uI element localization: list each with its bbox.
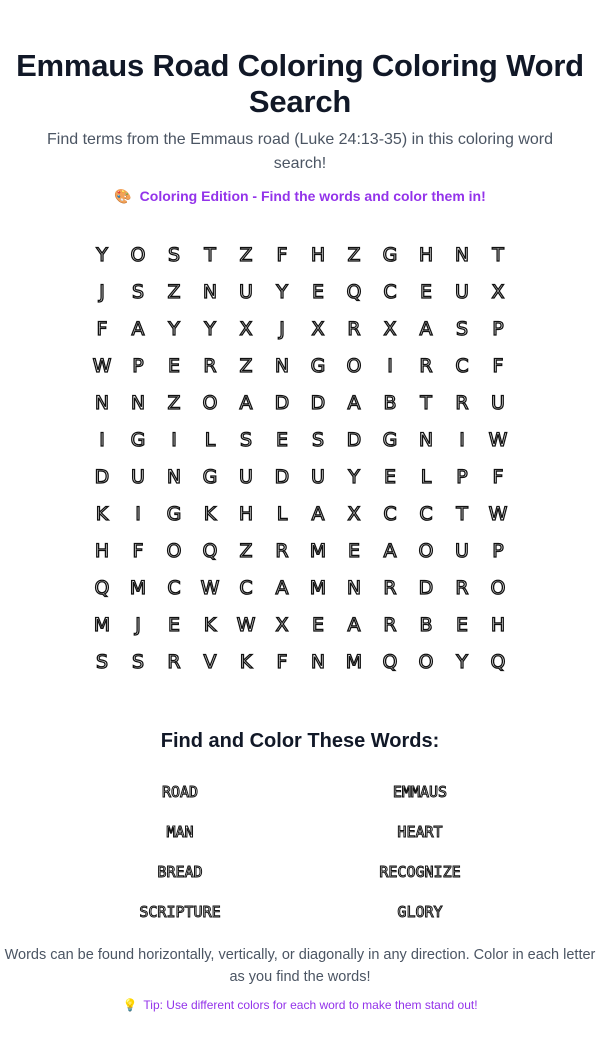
- grid-cell[interactable]: R: [347, 317, 361, 340]
- grid-cell[interactable]: F: [132, 539, 144, 562]
- word-list-item: RECOGNIZE: [379, 863, 461, 881]
- grid-cell[interactable]: S: [167, 243, 181, 266]
- word-list: [60, 772, 540, 932]
- grid-cell[interactable]: D: [418, 576, 434, 599]
- grid-cell[interactable]: R: [455, 576, 469, 599]
- grid-cell[interactable]: O: [202, 391, 218, 414]
- grid-cell[interactable]: M: [345, 650, 363, 673]
- grid-cell[interactable]: N: [202, 280, 218, 303]
- grid-cell[interactable]: N: [166, 465, 182, 488]
- grid-cell[interactable]: D: [274, 391, 290, 414]
- grid-cell[interactable]: K: [203, 502, 217, 525]
- grid-cell[interactable]: L: [420, 465, 432, 488]
- grid-cell[interactable]: E: [311, 280, 324, 303]
- grid-cell[interactable]: P: [492, 539, 504, 562]
- grid-cell[interactable]: G: [310, 354, 326, 377]
- grid-cell[interactable]: K: [239, 650, 253, 673]
- grid-cell[interactable]: E: [167, 613, 180, 636]
- grid-cell[interactable]: Z: [239, 354, 253, 377]
- grid-cell[interactable]: X: [491, 280, 505, 303]
- grid-cell[interactable]: X: [275, 613, 289, 636]
- grid-cell[interactable]: T: [492, 243, 504, 266]
- grid-cell[interactable]: X: [347, 502, 361, 525]
- grid-cell[interactable]: U: [131, 465, 145, 488]
- grid-cell[interactable]: N: [346, 576, 362, 599]
- grid-cell[interactable]: P: [492, 317, 504, 340]
- grid-cell[interactable]: S: [131, 650, 145, 673]
- grid-cell[interactable]: H: [310, 243, 326, 266]
- grid-cell[interactable]: U: [491, 391, 505, 414]
- page-subtitle: Find terms from the Emmaus road (Luke 24:13-35) in this coloring word search!: [47, 131, 553, 172]
- grid-cell[interactable]: Q: [490, 650, 506, 673]
- grid-cell[interactable]: A: [383, 539, 397, 562]
- grid-cell[interactable]: M: [309, 539, 327, 562]
- grid-cell[interactable]: U: [455, 280, 469, 303]
- word-list-heading: Find and Color These Words:: [160, 730, 440, 752]
- grid-cell[interactable]: Y: [348, 465, 360, 488]
- grid-cell[interactable]: O: [418, 650, 434, 673]
- grid-cell[interactable]: G: [382, 428, 398, 451]
- grid-cell[interactable]: Z: [239, 243, 253, 266]
- grid-cell[interactable]: A: [347, 613, 361, 636]
- grid-cell[interactable]: G: [382, 243, 398, 266]
- grid-cell[interactable]: P: [456, 465, 468, 488]
- grid-cell[interactable]: U: [311, 465, 325, 488]
- grid-cell[interactable]: L: [204, 428, 216, 451]
- grid-cell[interactable]: O: [490, 576, 506, 599]
- tip-text: Tip: Use different colors for each word to make them stand out!: [143, 998, 478, 1012]
- grid-cell[interactable]: W: [488, 502, 508, 525]
- grid-cell[interactable]: D: [346, 428, 362, 451]
- grid-cell[interactable]: R: [383, 613, 397, 636]
- grid-cell[interactable]: R: [167, 650, 181, 673]
- grid-cell[interactable]: R: [203, 354, 217, 377]
- grid-cell[interactable]: N: [130, 391, 146, 414]
- word-list-item: GLORY: [397, 903, 443, 921]
- grid-cell[interactable]: Q: [346, 280, 362, 303]
- word-list-item: BREAD: [157, 863, 203, 881]
- grid-cell[interactable]: O: [418, 539, 434, 562]
- grid-cell[interactable]: T: [456, 502, 468, 525]
- grid-cell[interactable]: A: [419, 317, 433, 340]
- grid-cell[interactable]: B: [419, 613, 433, 636]
- grid-cell[interactable]: Z: [347, 243, 361, 266]
- grid-cell[interactable]: K: [203, 613, 217, 636]
- grid-cell[interactable]: I: [99, 428, 105, 451]
- grid-cell[interactable]: X: [239, 317, 253, 340]
- grid-cell[interactable]: A: [275, 576, 289, 599]
- grid-cell[interactable]: E: [419, 280, 432, 303]
- grid-cell[interactable]: Y: [276, 280, 288, 303]
- grid-cell[interactable]: H: [490, 613, 506, 636]
- grid-cell[interactable]: P: [132, 354, 144, 377]
- grid-cell[interactable]: T: [204, 243, 216, 266]
- grid-cell[interactable]: A: [347, 391, 361, 414]
- grid-cell[interactable]: N: [274, 354, 290, 377]
- grid-cell[interactable]: E: [167, 354, 180, 377]
- grid-cell[interactable]: C: [419, 502, 433, 525]
- grid-cell[interactable]: T: [420, 391, 432, 414]
- grid-cell[interactable]: W: [488, 428, 508, 451]
- grid-cell[interactable]: J: [135, 613, 141, 636]
- word-list-item: HEART: [397, 823, 443, 841]
- grid-cell[interactable]: U: [239, 465, 253, 488]
- grid-cell[interactable]: A: [131, 317, 145, 340]
- grid-cell[interactable]: W: [92, 354, 112, 377]
- grid-cell[interactable]: H: [418, 243, 434, 266]
- word-list-item: EMMAUS: [392, 783, 448, 801]
- grid-cell[interactable]: S: [95, 650, 109, 673]
- grid-cell[interactable]: C: [239, 576, 253, 599]
- grid-cell[interactable]: D: [274, 465, 290, 488]
- grid-cell[interactable]: E: [383, 465, 396, 488]
- grid-cell[interactable]: U: [455, 539, 469, 562]
- grid-cell[interactable]: B: [383, 391, 397, 414]
- edition-text: Coloring Edition - Find the words and color them in!: [139, 188, 486, 204]
- grid-cell[interactable]: Z: [167, 280, 181, 303]
- grid-cell[interactable]: S: [239, 428, 253, 451]
- grid-cell[interactable]: C: [167, 576, 181, 599]
- grid-cell[interactable]: E: [275, 428, 288, 451]
- grid-cell[interactable]: G: [202, 465, 218, 488]
- palette-icon: 🎨: [114, 188, 132, 204]
- grid-cell[interactable]: Y: [168, 317, 180, 340]
- grid-cell[interactable]: R: [275, 539, 289, 562]
- grid-cell[interactable]: H: [238, 502, 254, 525]
- grid-cell[interactable]: G: [130, 428, 146, 451]
- grid-cell[interactable]: Y: [456, 650, 468, 673]
- grid-cell[interactable]: O: [166, 539, 182, 562]
- grid-cell[interactable]: R: [455, 391, 469, 414]
- grid-cell[interactable]: F: [276, 243, 288, 266]
- grid-cell[interactable]: O: [130, 243, 146, 266]
- grid-cell[interactable]: W: [200, 576, 220, 599]
- grid-cell[interactable]: Q: [382, 650, 398, 673]
- grid-cell[interactable]: M: [129, 576, 147, 599]
- grid-cell[interactable]: Q: [94, 576, 110, 599]
- grid-cell[interactable]: L: [276, 502, 288, 525]
- grid-cell[interactable]: W: [236, 613, 256, 636]
- grid-cell[interactable]: M: [93, 613, 111, 636]
- grid-cell[interactable]: I: [459, 428, 465, 451]
- grid-cell[interactable]: E: [347, 539, 360, 562]
- page-title: Emmaus Road Coloring Coloring Word Search: [16, 48, 584, 119]
- grid-cell[interactable]: F: [492, 354, 504, 377]
- grid-cell[interactable]: Y: [204, 317, 216, 340]
- grid-cell[interactable]: Q: [202, 539, 218, 562]
- grid-cell[interactable]: K: [95, 502, 109, 525]
- grid-cell[interactable]: F: [276, 650, 288, 673]
- grid-cell[interactable]: O: [346, 354, 362, 377]
- grid-cell[interactable]: I: [171, 428, 177, 451]
- edition-banner: [0, 186, 600, 206]
- grid-cell[interactable]: I: [135, 502, 141, 525]
- grid-cell[interactable]: Z: [239, 539, 253, 562]
- grid-cell[interactable]: G: [166, 502, 182, 525]
- grid-cell[interactable]: M: [309, 576, 327, 599]
- letter-grid: [84, 236, 516, 680]
- grid-cell[interactable]: I: [387, 354, 393, 377]
- grid-cell[interactable]: H: [94, 539, 110, 562]
- grid-cell[interactable]: X: [311, 317, 325, 340]
- grid-cell[interactable]: D: [310, 391, 326, 414]
- lightbulb-icon: 💡: [122, 998, 138, 1012]
- grid-cell[interactable]: C: [383, 502, 397, 525]
- word-list-item: MAN: [166, 823, 194, 841]
- tip-line: [0, 996, 600, 1014]
- instructions-text: Words can be found horizontally, vertically, or diagonally in any direction. Color in each letter as you find the words!: [4, 947, 596, 985]
- grid-cell[interactable]: D: [94, 465, 110, 488]
- grid-cell[interactable]: S: [455, 317, 469, 340]
- grid-cell[interactable]: F: [96, 317, 108, 340]
- grid-cell[interactable]: E: [455, 613, 468, 636]
- word-list-item: SCRIPTURE: [139, 903, 221, 921]
- grid-cell[interactable]: S: [311, 428, 325, 451]
- grid-cell[interactable]: Z: [167, 391, 181, 414]
- grid-cell[interactable]: R: [419, 354, 433, 377]
- grid-cell[interactable]: F: [492, 465, 504, 488]
- word-list-item: ROAD: [161, 783, 199, 801]
- grid-cell[interactable]: A: [311, 502, 325, 525]
- grid-cell[interactable]: V: [203, 650, 217, 673]
- grid-cell[interactable]: J: [279, 317, 285, 340]
- grid-cell[interactable]: R: [383, 576, 397, 599]
- grid-cell[interactable]: E: [311, 613, 324, 636]
- grid-cell[interactable]: C: [383, 280, 397, 303]
- grid-cell[interactable]: J: [99, 280, 105, 303]
- grid-cell[interactable]: U: [239, 280, 253, 303]
- grid-cell[interactable]: N: [310, 650, 326, 673]
- grid-cell[interactable]: C: [455, 354, 469, 377]
- grid-cell[interactable]: N: [94, 391, 110, 414]
- grid-cell[interactable]: S: [131, 280, 145, 303]
- grid-cell[interactable]: X: [383, 317, 397, 340]
- grid-cell[interactable]: N: [418, 428, 434, 451]
- grid-cell[interactable]: Y: [96, 243, 108, 266]
- grid-cell[interactable]: A: [239, 391, 253, 414]
- grid-cell[interactable]: N: [454, 243, 470, 266]
